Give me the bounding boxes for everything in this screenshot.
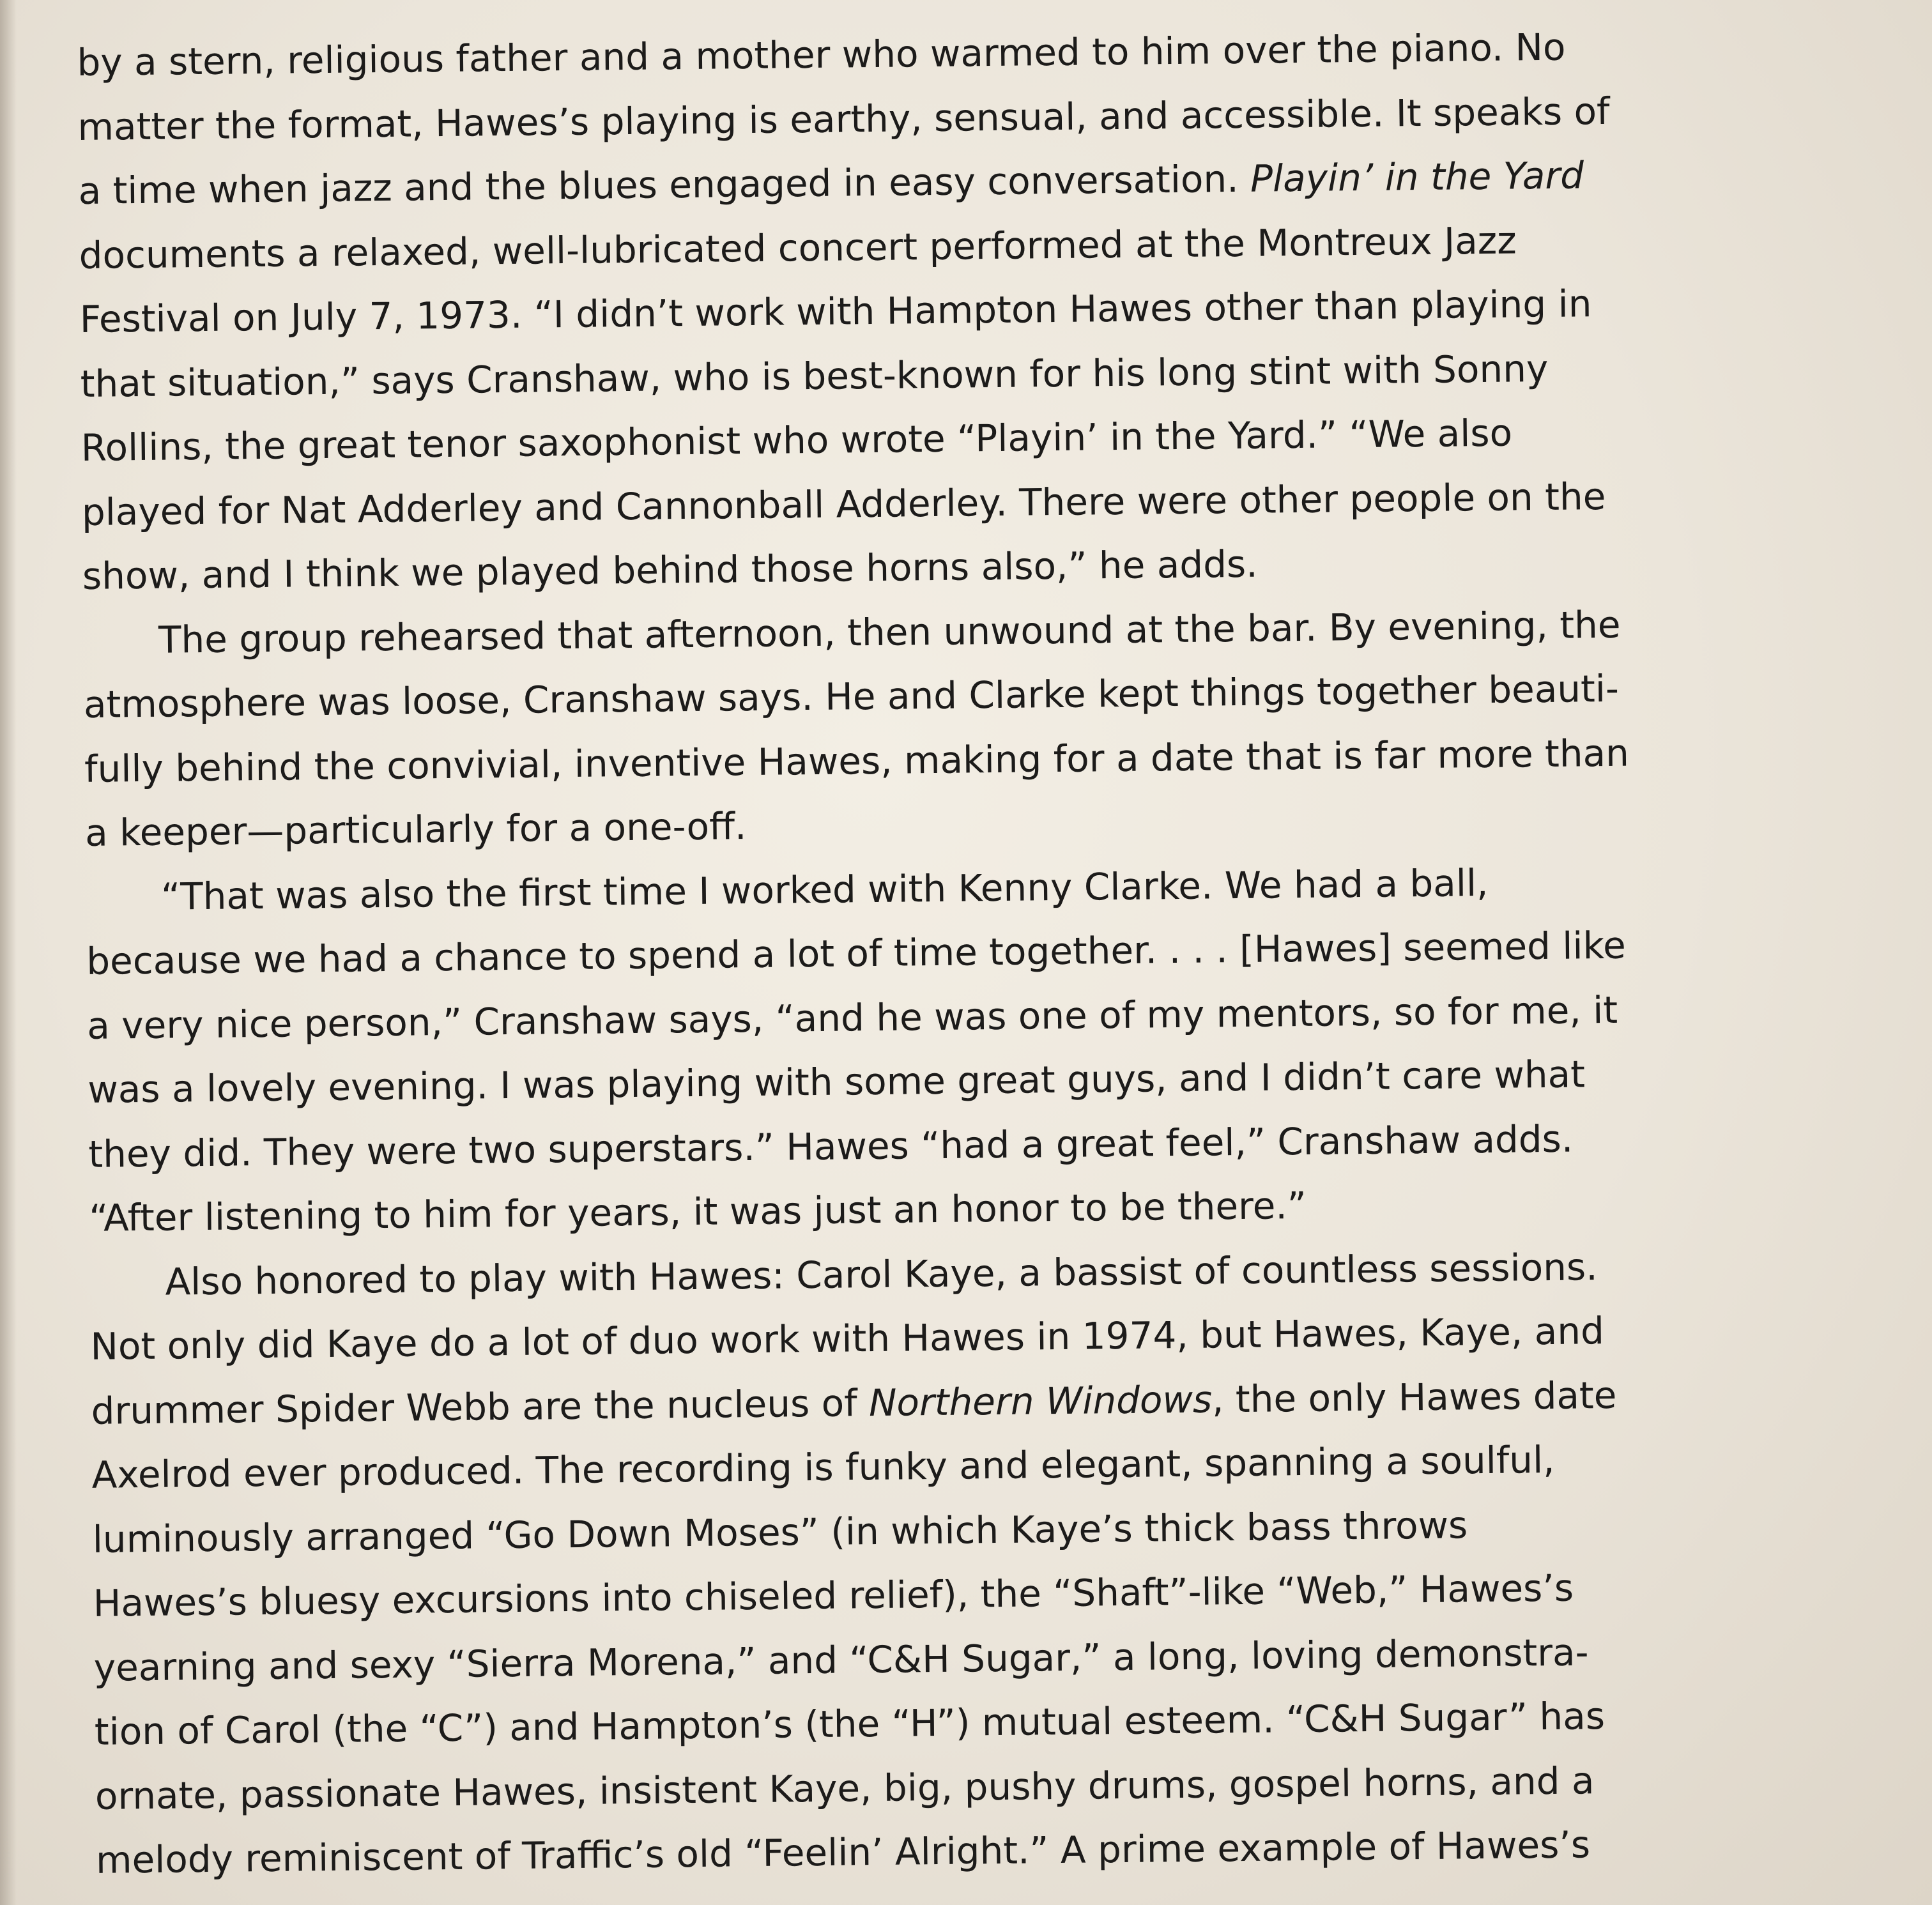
- text-segment: Also honored to play with Hawes: Carol Kaye, a bassist of countless sessions.: [165, 1244, 1598, 1304]
- text-segment: fully behind the convivial, inventive Hawes, making for a date that is far more than: [84, 731, 1630, 791]
- text-segment: by a stern, religious father and a mother who warmed to him over the piano. No: [77, 25, 1566, 84]
- text-segment: Festival on July 7, 1973. “I didn’t work with Hampton Hawes other than playing in: [79, 282, 1592, 341]
- text-segment: drummer Spider Webb are the nucleus of: [91, 1381, 870, 1433]
- text-segment: luminously arranged “Go Down Moses” (in which Kaye’s thick bass throws: [92, 1503, 1468, 1561]
- text-segment: atmosphere was loose, Cranshaw says. He and Clarke kept things together beauti-: [83, 666, 1620, 726]
- text-segment: “After listening to him for years, it was just an honor to be there.”: [89, 1183, 1307, 1240]
- text-segment: they did. They were two superstars.” Hawes “had a great feel,” Cranshaw adds.: [88, 1117, 1574, 1176]
- text-segment: Not only did Kaye do a lot of duo work with Hawes in 1974, but Hawes, Kaye, and: [90, 1309, 1605, 1368]
- text-segment: because we had a chance to spend a lot of time together. . . . [Hawes] seemed like: [86, 923, 1627, 983]
- text-segment: melody reminiscent of Traffic’s old “Feelin’ Alright.” A prime example of Hawes’s: [95, 1823, 1591, 1882]
- page-edge-shadow: [0, 0, 17, 1905]
- text-segment: played for Nat Adderley and Cannonball Adderley. There were other people on the: [81, 474, 1606, 534]
- text-segment: Axelrod ever produced. The recording is funky and elegant, spanning a soulful,: [91, 1437, 1555, 1497]
- italic-title: Northern Windows: [868, 1377, 1213, 1425]
- text-segment: show, and I think we played behind those horns also,” he adds.: [82, 542, 1258, 598]
- body-text: [77, 12, 1878, 1893]
- text-segment: yearning and sexy “Sierra Morena,” and “C&H Sugar,” a long, loving demonstra-: [93, 1630, 1589, 1690]
- text-segment: tion of Carol (the “C”) and Hampton’s (the “H”) mutual esteem. “C&H Sugar” has: [94, 1694, 1606, 1754]
- text-segment: matter the format, Hawes’s playing is earthy, sensual, and accessible. It speaks of: [77, 89, 1610, 149]
- text-segment: a time when jazz and the blues engaged in easy conversation.: [78, 157, 1251, 213]
- text-segment: ornate, passionate Hawes, insistent Kaye, big, pushy drums, gospel horns, and a: [95, 1758, 1595, 1818]
- text-segment: documents a relaxed, well-lubricated concert performed at the Montreux Jazz: [79, 218, 1517, 277]
- text-segment: a very nice person,” Cranshaw says, “and he was one of my mentors, so for me, it: [86, 988, 1618, 1048]
- text-segment: , the only Hawes date: [1211, 1373, 1617, 1421]
- text-segment: The group rehearsed that afternoon, then unwound at the bar. By evening, the: [158, 602, 1621, 662]
- text-segment: was a lovely evening. I was playing with some great guys, and I didn’t care what: [88, 1052, 1586, 1112]
- text-segment: “That was also the first time I worked with Kenny Clarke. We had a ball,: [160, 861, 1489, 919]
- text-segment: that situation,” says Cranshaw, who is best-known for his long stint with Sonny: [80, 346, 1549, 406]
- text-segment: Hawes’s bluesy excursions into chiseled relief), the “Shaft”-like “Web,” Hawes’s: [93, 1566, 1574, 1625]
- text-segment: Rollins, the great tenor saxophonist who wrote “Playin’ in the Yard.” “We also: [80, 411, 1513, 470]
- italic-title: Playin’ in the Yard: [1250, 153, 1584, 201]
- text-segment: a keeper—particularly for a one-off.: [84, 804, 747, 855]
